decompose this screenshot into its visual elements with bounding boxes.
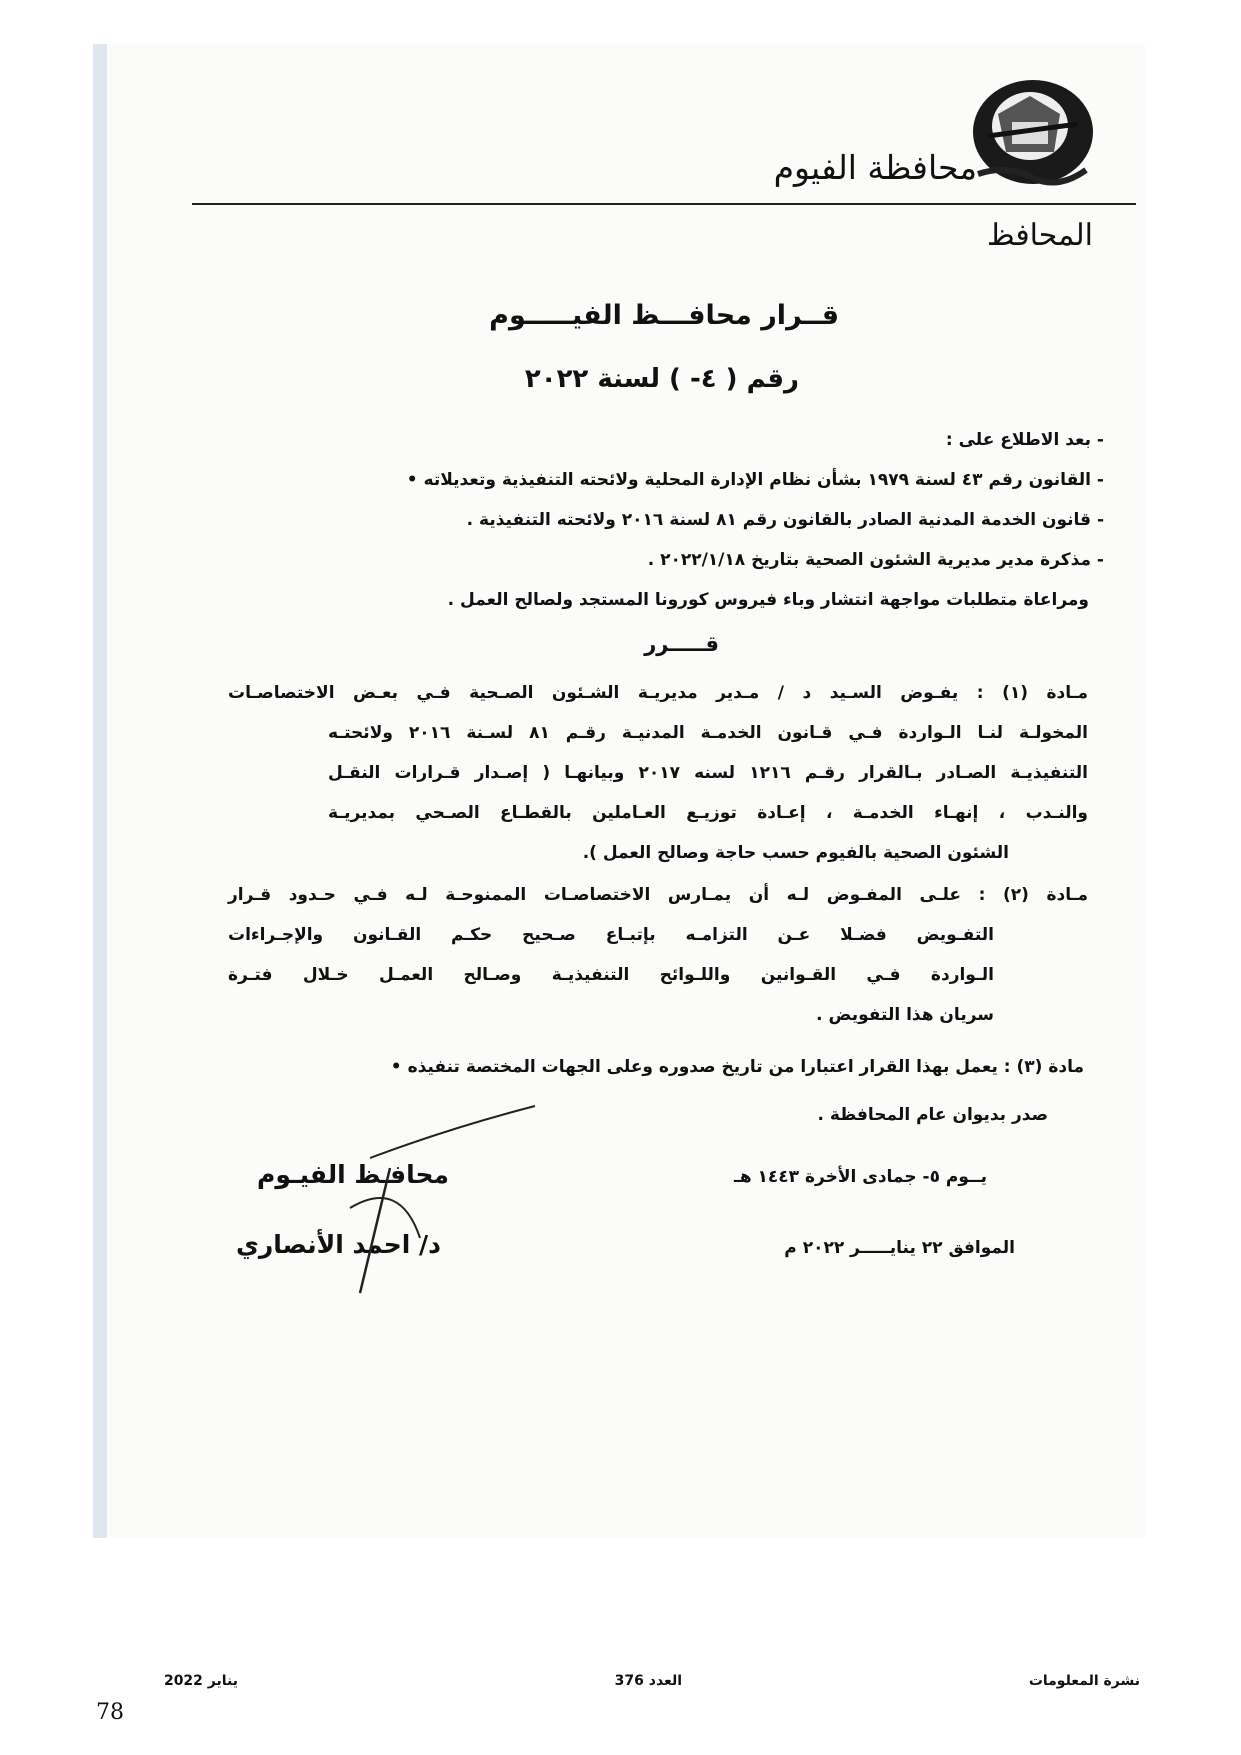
article1-line: المخولـة لنـا الـواردة فـي قـانون الخدمـة المدنيـة رقـم ٨١ لسـنة ٢٠١٦ ولائحتـه [328,723,1088,743]
issued-line: صدر بديوان عام المحافظة . [817,1105,1048,1125]
decided-label: قـــــرر [644,632,719,656]
gregorian-date: الموافق ٢٢ ينايـــــر ٢٠٢٢ م [784,1238,1015,1258]
office-title: المحافظ [986,218,1093,253]
article1-line: التنفيذيـة الصـادر بـالقرار رقـم ١٢١٦ لسنه ٢٠١٧ وبيانهـا ( إصـدار قـرارات النقـل [328,763,1088,783]
article1-line: الشئون الصحية بالفيوم حسب حاجة وصالح العمل ). [582,843,1009,863]
article1-line: مـادة (١) : يفـوض السـيد د / مـدير مديريـة الشـئون الصـحية فـي بعـض الاختصاصـات [228,683,1088,703]
decision-title: قــرار محافـــظ الفيـــــوم [489,300,839,331]
preamble-line: ومراعاة متطلبات مواجهة انتشار وباء فيروس كورونا المستجد ولصالح العمل . [447,590,1089,610]
page-number: 78 [96,1700,124,1725]
signatory-title: محافـظ الفيـوم [257,1160,449,1189]
scanned-page [93,44,1145,1538]
governorate-name: محافظة الفيوم [773,148,977,187]
preamble-line: - القانون رقم ٤٣ لسنة ١٩٧٩ بشأن نظام الإدارة المحلية ولائحته التنفيذية وتعديلاته • [406,470,1104,490]
preamble-line: - بعد الاطلاع على : [945,430,1104,450]
article3-line: مادة (٣) : يعمل بهذا القرار اعتبارا من تاريخ صدوره وعلى الجهات المختصة تنفيذه • [390,1057,1084,1077]
preamble-line: - قانون الخدمة المدنية الصادر بالقانون رقم ٨١ لسنة ٢٠١٦ ولائحته التنفيذية . [466,510,1104,530]
preamble-line: - مذكرة مدير مديرية الشئون الصحية بتاريخ ٢٠٢٢/١/١٨ . [647,550,1104,570]
signature-stroke [330,1098,540,1298]
signatory-name: د/ احمد الأنصاري [235,1230,441,1259]
article1-line: والنـدب ، إنهـاء الخدمـة ، إعـادة توزيـع العـاملين بالقطـاع الصـحي بمديريـة [328,803,1088,823]
scan-edge [93,44,107,1538]
footer-date: يناير 2022 [163,1673,238,1689]
article2-line: التفـويض فضـلا عـن التزامـه بإتبـاع صـحيح حكـم القـانون والإجـراءات [228,925,994,945]
footer-issue: العدد 376 [614,1673,682,1689]
footer-publication: نشرة المعلومات [1028,1673,1140,1689]
header-divider [192,203,1136,205]
hijri-date: يــوم ٥- جمادى الأخرة ١٤٤٣ هـ [734,1167,987,1187]
article2-line: الـواردة فـي القـوانين واللـوائح التنفيذيـة وصـالح العمـل خـلال فتـرة [228,965,994,985]
article2-line: سريان هذا التفويض . [816,1005,994,1025]
governorate-emblem-icon [968,74,1098,190]
decision-number: رقم ( ٤- ) لسنة ٢٠٢٢ [524,364,799,394]
article2-line: مـادة (٢) : علـى المفـوض لـه أن يمـارس الاختصاصـات الممنوحـة لـه فـي حـدود قـرار [228,885,1088,905]
